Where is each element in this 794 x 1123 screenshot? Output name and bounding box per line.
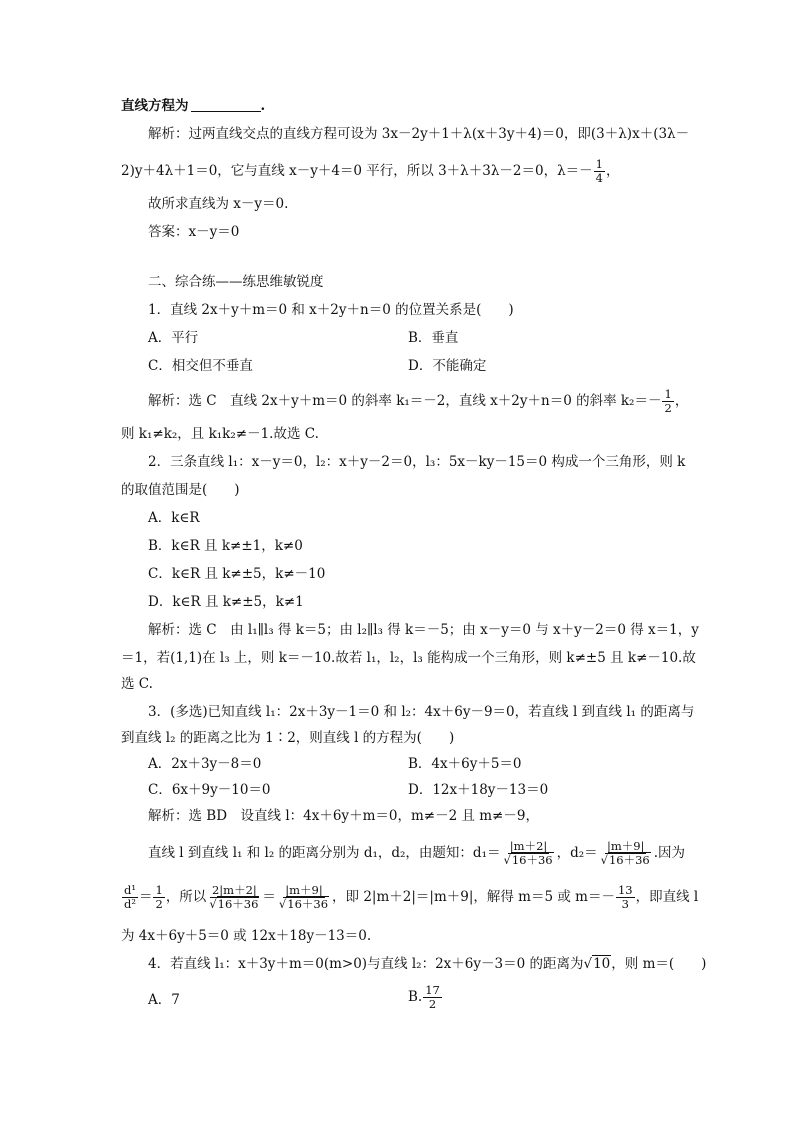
fraction: $\frac{1}{2}$ bbox=[664, 387, 672, 415]
fraction: $\frac{|m+9|}{√16+36}$ bbox=[278, 883, 329, 911]
solution-line: ＝1，若(1,1)在 l₃ 上，则 k＝－10.故若 l₁，l₂，l₃ 能构成一个三角形，则 k≠±5 且 k≠－10.故 bbox=[121, 650, 696, 666]
solution-line: 解析：选 C 由 l₁∥l₃ 得 k＝5；由 l₂∥l₃ 得 k＝－5；由 x－y＝0 与 x＋y－2＝0 得 x＝1，y bbox=[148, 622, 699, 638]
solution-line: 故所求直线为 x－y＝0. bbox=[148, 196, 289, 212]
option-a: A．7 bbox=[148, 992, 180, 1008]
solution-line: 则 k₁≠k₂，且 k₁k₂≠－1.故选 C. bbox=[121, 426, 319, 442]
fill-blank bbox=[191, 97, 261, 112]
option-b: B．4x＋6y＋5＝0 bbox=[408, 756, 522, 772]
fraction: $\frac{|m+9|}{√16+36}$ bbox=[600, 839, 650, 867]
option-c: C．k∈R 且 k≠±5，k≠－10 bbox=[148, 566, 326, 582]
answer-blank-line: 直线方程为 . bbox=[121, 98, 266, 114]
option-c: C．6x＋9y－10＝0 bbox=[148, 782, 271, 798]
solution-line: 为 4x＋6y＋5＝0 或 12x＋18y－13＝0. bbox=[121, 928, 372, 944]
solution-line: 解析：选 C 直线 2x＋y＋m＝0 的斜率 k₁＝－2，直线 x＋2y＋n＝0 的斜率 k₂＝－ $\frac{1}{2}$ ， bbox=[148, 387, 689, 415]
option-c: C．相交但不垂直 bbox=[148, 358, 253, 374]
fraction: $\frac{1}{2}$ bbox=[155, 883, 163, 911]
section-heading: 二、综合练——练思维敏锐度 bbox=[148, 274, 324, 290]
solution-line: 2)y＋4λ＋1＝0，它与直线 x－y＋4＝0 平行，所以 3＋λ＋3λ－2＝0，λ＝－ $\frac{1}{4}$ ， bbox=[121, 157, 620, 185]
solution-line: 直线 l 到直线 l₁ 和 l₂ 的距离分别为 d₁，d₂，由题知：d₁＝ $\frac{|m+2|}{√16+36}$ ，d₂＝ $\frac{|m+9|}{√16+36}$ .因为 bbox=[148, 839, 686, 867]
solution-line: 选 C. bbox=[121, 676, 153, 692]
solution-line: 解析：过两直线交点的直线方程可设为 3x－2y＋1＋λ(x＋3y＋4)＝0，即(3＋λ)x＋(3λ－ bbox=[148, 126, 690, 142]
option-d: D．不能确定 bbox=[408, 358, 487, 374]
question-2: 2．三条直线 l₁：x－y＝0，l₂：x＋y－2＝0，l₃：5x－ky－15＝0 构成一个三角形，则 k bbox=[148, 454, 686, 470]
question-3: 3．(多选)已知直线 l₁：2x＋3y－1＝0 和 l₂：4x＋6y－9＝0，若直线 l 到直线 l₁ 的距离与 bbox=[148, 704, 695, 720]
fraction: $\frac{|m+2|}{√16+36}$ bbox=[503, 839, 553, 867]
solution-line: 解析：选 BD 设直线 l：4x＋6y＋m＝0，m≠－2 且 m≠－9， bbox=[148, 808, 539, 824]
fraction: $\frac{13}{3}$ bbox=[617, 883, 633, 911]
option-a: A．k∈R bbox=[148, 510, 200, 526]
answer-line: 答案：x－y＝0 bbox=[148, 224, 240, 240]
option-d: D．k∈R 且 k≠±5，k≠1 bbox=[148, 594, 304, 610]
question-3-cont: 到直线 l₂ 的距离之比为 1∶2，则直线 l 的方程为( ) bbox=[121, 730, 455, 746]
solution-line: $\frac{\text{d¹}}{\text{d²}}$ ＝ $\frac{1}{2}$ ，所以 $\frac{2|m+2|}{√16+36}$ ＝ $\frac{|m+9|}{√16+36}$ ，即 2|m＋2|＝|m＋9|，解得 m＝5 或 m＝－ $\frac{13}{3}$ ，即直线 l bbox=[124, 883, 699, 911]
option-d: D．12x＋18y－13＝0 bbox=[408, 782, 549, 798]
fraction: $\frac{2|m+2|}{√16+36}$ bbox=[209, 883, 259, 911]
fraction: $\frac{1}{4}$ bbox=[595, 157, 603, 185]
question-1: 1．直线 2x＋y＋m＝0 和 x＋2y＋n＝0 的位置关系是( ) bbox=[148, 302, 514, 318]
option-b: B．垂直 bbox=[408, 330, 459, 346]
question-2-cont: 的取值范围是( ) bbox=[121, 482, 240, 498]
fraction: $\frac{17}{2}$ bbox=[425, 983, 440, 1011]
fraction: $\frac{\text{d¹}}{\text{d²}}$ bbox=[124, 883, 136, 911]
option-b: B. $\frac{17}{2}$ bbox=[408, 983, 440, 1011]
option-a: A．2x＋3y－8＝0 bbox=[148, 756, 262, 772]
question-4: 4．若直线 l₁：x＋3y＋m＝0(m>0)与直线 l₂：2x＋6y－3＝0 的距离为√10，则 m＝( ) bbox=[148, 956, 707, 972]
option-a: A．平行 bbox=[148, 330, 199, 346]
option-b: B．k∈R 且 k≠±1，k≠0 bbox=[148, 538, 303, 554]
